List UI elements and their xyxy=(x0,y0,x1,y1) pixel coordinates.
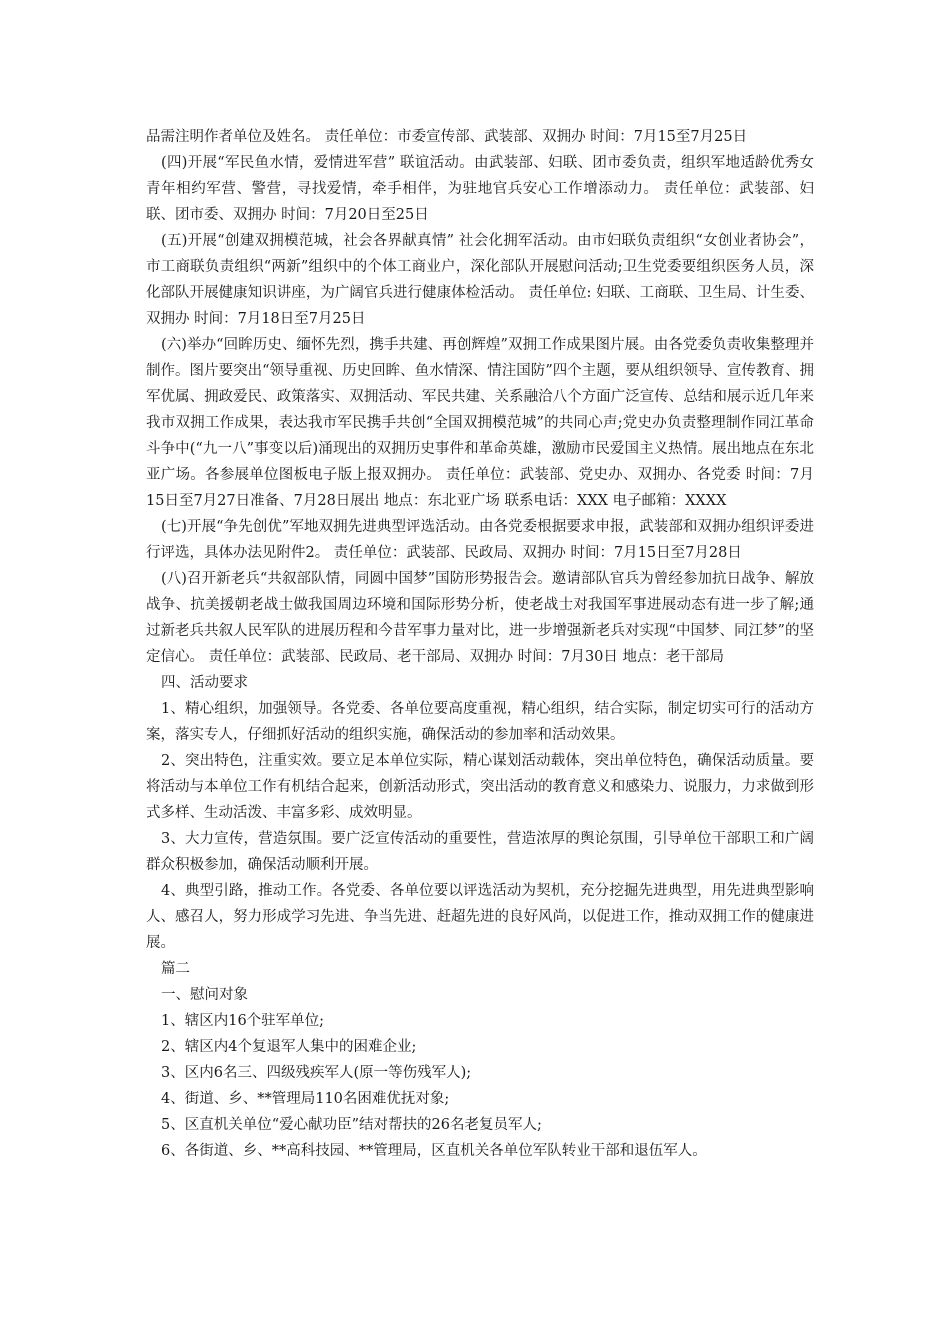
paragraph-7: 1、精心组织，加强领导。各党委、各单位要高度重视，精心组织，结合实际，制定切实可行的活动方案，落实专人，仔细抓好活动的组织实施，确保活动的参加率和活动效果。 xyxy=(146,701,814,743)
document-body xyxy=(146,124,814,1164)
list-item: 2、辖区内4个复退军人集中的困难企业; xyxy=(161,1039,417,1055)
paragraph-8: 2、突出特色，注重实效。要立足本单位实际，精心谋划活动载体，突出单位特色，确保活动质量。要将活动与本单位工作有机结合起来，创新活动形式，突出活动的教育意义和感染力、说服力，力求做到形式多样、生动活泼、丰富多彩、成效明显。 xyxy=(146,753,814,821)
paragraph-4: (七)开展“争先创优”军地双拥先进典型评选活动。由各党委根据要求申报，武装部和双拥办组织评委进行评选，具体办法见附件2。 责任单位：武装部、民政局、双拥办 时间：7月15日至7月28日 xyxy=(146,519,814,561)
list-item: 1、辖区内16个驻军单位; xyxy=(161,1013,325,1029)
paragraph-9: 3、大力宣传，营造氛围。要广泛宣传活动的重要性，营造浓厚的舆论氛围，引导单位干部职工和广阔群众积极参加，确保活动顺利开展。 xyxy=(146,831,814,873)
part-heading: 篇二 xyxy=(161,961,190,977)
list-item: 5、区直机关单位“爱心献功臣”结对帮扶的26名老复员军人; xyxy=(161,1117,542,1133)
paragraph-10: 4、典型引路，推动工作。各党委、各单位要以评选活动为契机，充分挖掘先进典型，用先进典型影响人、感召人，努力形成学习先进、争当先进、赶超先进的良好风尚，以促进工作，推动双拥工作的健康进展。 xyxy=(146,883,814,951)
list-item: 6、各街道、乡、**高科技园、**管理局，区直机关各单位军队转业干部和退伍军人。 xyxy=(161,1143,707,1159)
section-heading: 四、活动要求 xyxy=(161,675,248,691)
list-item: 3、区内6名三、四级残疾军人(原一等伤残军人); xyxy=(161,1065,472,1081)
paragraph-1: (四)开展“军民鱼水情，爱情进军营” 联谊活动。由武装部、妇联、团市委负责，组织军地适龄优秀女青年相约军营、警营，寻找爱情，牵手相伴，为驻地官兵安心工作增添动力。 责任单位：武装部、妇联、团市委、双拥办 时间：7月20日至25日 xyxy=(146,155,814,223)
paragraph-0: 品需注明作者单位及姓名。 责任单位：市委宣传部、武装部、双拥办 时间：7月15至7月25日 xyxy=(146,129,748,145)
paragraph-2: (五)开展“创建双拥模范城，社会各界献真情” 社会化拥军活动。由市妇联负责组织“女创业者协会”，市工商联负责组织“两新”组织中的个体工商业户，深化部队开展慰问活动;卫生党委要组织医务人员，深化部队开展健康知识讲座，为广阔官兵进行健康体检活动。 责任单位: 妇联、工商联、卫生局、计生委、双拥办 时间：7月18日至7月25日 xyxy=(146,233,814,327)
paragraph-5: (八)召开新老兵“共叙部队情，同圆中国梦”国防形势报告会。邀请部队官兵为曾经参加抗日战争、解放战争、抗美援朝老战士做我国周边环境和国际形势分析，使老战士对我国军事进展动态有进一步了解;通过新老兵共叙人民军队的进展历程和今昔军事力量对比，进一步增强新老兵对实现“中国梦、同江梦”的坚定信心。 责任单位：武装部、民政局、老干部局、双拥办 时间：7月30日 地点：老干部局 xyxy=(146,571,814,665)
list-item: 4、街道、乡、**管理局110名困难优抚对象; xyxy=(161,1091,450,1107)
section-heading-2: 一、慰问对象 xyxy=(161,987,248,1003)
paragraph-3: (六)举办“回眸历史、缅怀先烈，携手共建、再创辉煌”双拥工作成果图片展。由各党委负责收集整理并制作。图片要突出“领导重视、历史回眸、鱼水情深、情注国防”四个主题，要从组织领导、宣传教育、拥军优属、拥政爱民、政策落实、双拥活动、军民共建、关系融洽八个方面广泛宣传、总结和展示近几年来我市双拥工作成果，表达我市军民携手共创“全国双拥模范城”的共同心声;党史办负责整理制作同江革命斗争中(“九一八”事变以后)涌现出的双拥历史事件和革命英雄，激励市民爱国主义热情。展出地点在东北亚广场。各参展单位图板电子版上报双拥办。 责任单位：武装部、党史办、双拥办、各党委 时间：7月15日至7月27日准备、7月28日展出 地点：东北亚广场 联系电话：XXX 电子邮箱：XXXX xyxy=(146,337,814,509)
